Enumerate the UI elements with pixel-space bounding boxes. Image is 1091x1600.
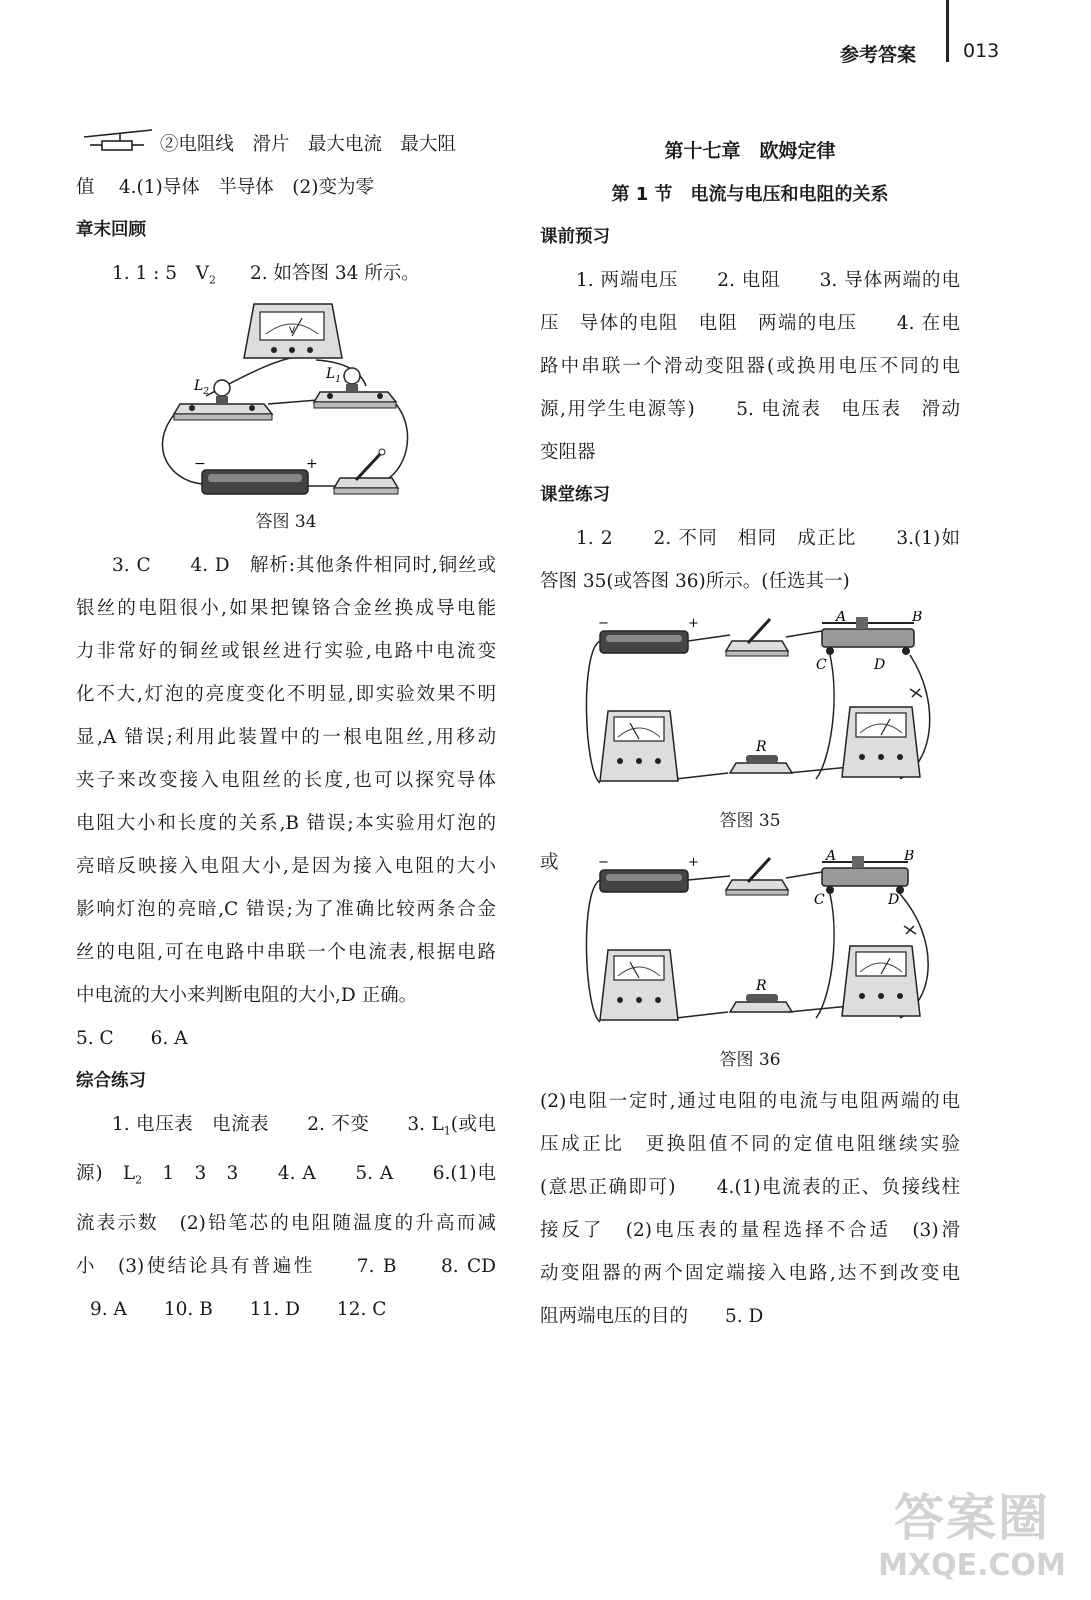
battery-minus: − — [598, 855, 609, 870]
preview-heading: 课前预习 — [540, 227, 610, 247]
comp-line-1-b: (或电 — [450, 1113, 496, 1135]
switch-icon — [334, 449, 398, 494]
preview-line: 路中串联一个滑动变阻器(或换用电压不同的电 — [540, 356, 960, 377]
figure-35-caption: 答图 35 — [719, 811, 781, 831]
left-line-1-text: ②电阻线 滑片 最大电流 最大阻 — [159, 134, 456, 155]
comp-line-2-a: 源) L — [76, 1163, 136, 1185]
final-line: (2)电阻一定时,通过电阻的电流与电阻两端的电 — [540, 1091, 960, 1112]
preview-line: 1. 两端电压 2. 电阻 3. 导体两端的电 — [576, 270, 960, 291]
switch-icon — [726, 858, 788, 895]
voltmeter-icon — [842, 946, 920, 1016]
label-l2: $L_2$ — [194, 377, 210, 397]
final-line: 压成正比 更换阻值不同的定值电阻继续实验 — [540, 1134, 960, 1155]
figure-34-caption: 答图 34 — [255, 511, 317, 532]
label-c: C — [816, 657, 827, 673]
or-text: 或 — [540, 852, 559, 873]
battery-plus: + — [688, 616, 699, 631]
left-line-1 — [76, 123, 496, 166]
class-line: 答图 35(或答图 36)所示。(任选其一) — [540, 571, 850, 592]
analysis-line: 化不大,灯泡的亮度变化不明显,即实验效果不明 — [76, 683, 496, 705]
label-b: B — [912, 611, 923, 625]
analysis-line: 电阻大小和长度的关系,B 错误;本实验用灯泡的 — [76, 812, 496, 834]
left-column — [76, 123, 496, 1331]
label-c: C — [814, 892, 825, 908]
comp-line-2 — [76, 1152, 496, 1202]
right-column — [540, 130, 960, 1338]
battery-plus: + — [688, 855, 699, 870]
battery-minus: − — [194, 455, 206, 472]
analysis-line: 中电流的大小来判断电阻的大小,D 正确。 — [76, 984, 418, 1006]
classwork-heading: 课堂练习 — [540, 485, 610, 505]
voltmeter-icon — [842, 707, 920, 777]
resistor-icon — [730, 994, 792, 1012]
comp-line-2-b: 1 3 3 4. A 5. A 6.(1)电 — [142, 1163, 496, 1185]
review-q1-sub: 2 — [208, 273, 216, 287]
figure-36-caption: 答图 36 — [719, 1050, 781, 1070]
header-rule — [946, 0, 949, 62]
label-d: D — [874, 657, 886, 673]
analysis-block — [76, 544, 496, 1017]
battery-minus: − — [598, 616, 609, 631]
lamp-l2-icon — [174, 377, 272, 420]
svg-text:V: V — [289, 325, 296, 336]
resistor-icon — [730, 755, 792, 773]
comp-line-3: 流表示数 (2)铅笔芯的电阻随温度的升高而减 — [76, 1213, 496, 1235]
figure-36-circuit — [560, 850, 940, 1040]
review-line — [76, 252, 496, 302]
switch-icon — [726, 619, 788, 656]
analysis-line: 力非常好的铜丝或银丝进行实验,电路中电流变 — [76, 640, 496, 662]
label-r: R — [756, 739, 767, 755]
comp-line-2-sub: 2 — [135, 1174, 143, 1188]
label-b: B — [904, 850, 915, 864]
chapter-review-heading: 章末回顾 — [76, 220, 146, 240]
battery-icon — [600, 870, 688, 892]
comp-line-1 — [76, 1103, 496, 1153]
analysis-line: 亮暗反映接入电阻大小,是因为接入电阻的大小 — [76, 855, 496, 877]
page-number: 013 — [963, 40, 1000, 62]
comprehensive-heading: 综合练习 — [76, 1070, 146, 1091]
label-d: D — [888, 892, 900, 908]
comp-line-4: 小 (3)使结论具有普遍性 7. B 8. CD — [76, 1256, 496, 1278]
chapter-title: 第十七章 欧姆定律 — [664, 140, 836, 162]
ammeter-icon — [600, 950, 678, 1020]
watermark-line-2: MXQE.COM — [878, 1548, 1066, 1583]
label-l1: $L_1$ — [326, 365, 342, 385]
class-line: 1. 2 2. 不同 相同 成正比 3.(1)如 — [576, 528, 960, 549]
preview-line: 变阻器 — [540, 442, 596, 463]
answers-5-6: 5. C 6. A — [76, 1027, 188, 1049]
comp-line-1-a: 1. 电压表 电流表 2. 不变 3. L — [112, 1113, 444, 1135]
left-line-2: 值 4.(1)导体 半导体 (2)变为零 — [76, 177, 374, 198]
analysis-line: 银丝的电阻很小,如果把镍铬合金丝换成导电能 — [76, 597, 496, 619]
figure-35-circuit — [560, 611, 940, 801]
final-line: (意思正确即可) 4.(1)电流表的正、负接线柱 — [540, 1177, 960, 1198]
battery-plus: + — [306, 455, 318, 472]
analysis-line: 显,A 错误;利用此装置中的一根电阻丝,用移动 — [76, 726, 496, 748]
final-line: 接反了 (2)电压表的量程选择不合适 (3)滑 — [540, 1220, 960, 1241]
watermark-logo — [872, 1488, 1072, 1593]
review-q2: 2. 如答图 34 所示。 — [249, 263, 420, 284]
analysis-line: 3. C 4. D 解析:其他条件相同时,铜丝或 — [112, 554, 496, 576]
analysis-line: 夹子来改变接入电阻丝的长度,也可以探究导体 — [76, 769, 496, 791]
review-q1: 1. 1 : 5 V — [112, 263, 209, 284]
preview-line: 源,用学生电源等) 5. 电流表 电压表 滑动 — [540, 399, 960, 420]
header-label: 参考答案 — [840, 44, 917, 66]
battery-icon — [600, 631, 688, 653]
analysis-line: 影响灯泡的亮暗,C 错误;为了准确比较两条合金 — [76, 898, 496, 920]
preview-line: 压 导体的电阻 电阻 两端的电压 4. 在电 — [540, 313, 960, 334]
final-line: 动变阻器的两个固定端接入电路,达不到改变电 — [540, 1263, 960, 1284]
final-line: 阻两端电压的目的 5. D — [540, 1306, 764, 1327]
label-a: A — [826, 850, 837, 864]
comp-line-1-sub: 1 — [443, 1124, 451, 1138]
voltmeter-icon — [244, 304, 342, 358]
watermark-line-1: 答案圈 — [894, 1489, 1050, 1547]
comp-line-5: 9. A 10. B 11. D 12. C — [90, 1299, 387, 1321]
analysis-line: 丝的电阻,可在电路中串联一个电流表,根据电路 — [76, 941, 496, 963]
rheostat-symbol-icon — [80, 124, 154, 156]
label-r: R — [756, 978, 767, 994]
battery-icon — [202, 470, 308, 494]
label-a: A — [836, 611, 847, 625]
section-title: 第 1 节 电流与电压和电阻的关系 — [611, 184, 889, 205]
ammeter-icon — [600, 711, 678, 781]
figure-34-circuit — [156, 302, 416, 508]
